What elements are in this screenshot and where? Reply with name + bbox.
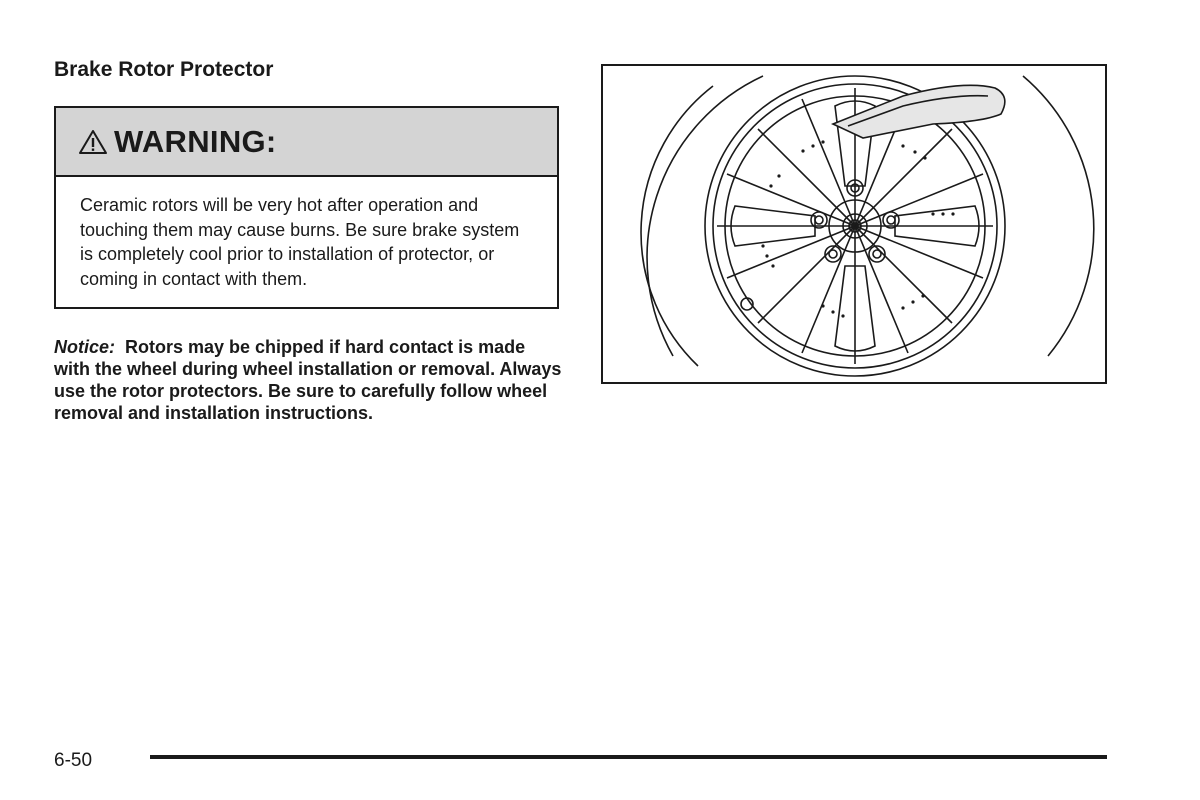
- notice-label: Notice:: [54, 337, 116, 357]
- page-number: 6-50: [54, 750, 93, 771]
- footer-rule: [150, 755, 1107, 759]
- warning-body: Ceramic rotors will be very hot after operation and touching them may cause burns. Be sure brake system is completely cool prior to installation of protector, or coming in contact with them.: [80, 195, 520, 289]
- warning-box: [54, 106, 559, 309]
- wheel-illustration: [601, 64, 1107, 384]
- warning-label: WARNING:: [114, 123, 277, 159]
- warning-header: [56, 108, 557, 177]
- section-title: Brake Rotor Protector: [54, 58, 274, 81]
- wheel-rotor-protector-icon: [603, 66, 1105, 382]
- notice-paragraph: [54, 336, 564, 424]
- warning-triangle-icon: [78, 128, 108, 156]
- notice-text: Rotors may be chipped if hard contact is made with the wheel during wheel installation or removal. Always use the rotor protectors. Be sure to carefully follow wheel removal and installation instructions.: [54, 337, 562, 423]
